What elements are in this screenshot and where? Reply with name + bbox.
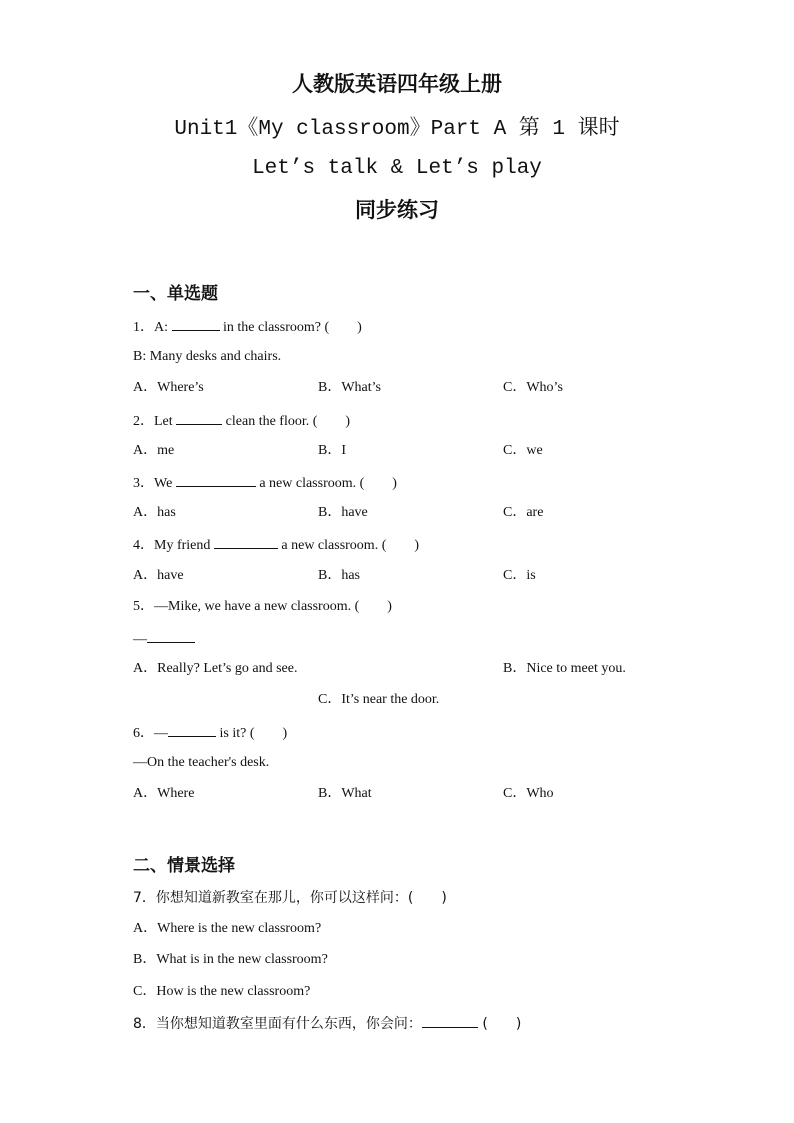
stem-text: in the classroom? ( ) bbox=[219, 320, 362, 335]
unit-title bbox=[0, 111, 794, 141]
section-heading-single-choice: 一、单选题 bbox=[133, 284, 218, 304]
stem-text: 8．当你想知道教室里面有什么东西，你会问： bbox=[133, 1016, 422, 1032]
option-c: C．Who’s bbox=[503, 380, 563, 395]
lesson-title bbox=[0, 153, 794, 180]
answer-blank bbox=[168, 723, 216, 737]
stem-text: is it? ( ) bbox=[216, 726, 288, 741]
option-c: C．we bbox=[503, 443, 543, 458]
question-stem bbox=[133, 1014, 521, 1033]
answer-blank bbox=[176, 411, 222, 425]
option-b: B．What bbox=[318, 786, 372, 801]
answer-blank bbox=[214, 535, 278, 549]
option-c: C．Who bbox=[503, 786, 554, 801]
option-a: A．me bbox=[133, 443, 175, 458]
question-stem bbox=[133, 535, 419, 555]
question-stem: 7．你想知道新教室在那儿，你可以这样问：( ) bbox=[133, 890, 447, 906]
unit-title-text: Unit1《My classroom》Part A 第 1 课时 bbox=[174, 118, 620, 141]
stem-text: 2．Let bbox=[133, 414, 177, 429]
stem-text: 3．We bbox=[133, 476, 176, 491]
document-title: 人教版英语四年级上册 bbox=[292, 71, 502, 96]
option-c: C．It’s near the door. bbox=[318, 692, 440, 707]
question-line: —On the teacher's desk. bbox=[133, 755, 270, 770]
question-stem bbox=[133, 473, 397, 493]
option-a: A．Where bbox=[133, 786, 195, 801]
option-a: A．Where’s bbox=[133, 380, 204, 395]
question-stem: 5．—Mike, we have a new classroom. ( ) bbox=[133, 599, 392, 614]
section-heading-situational-choice: 二、情景选择 bbox=[133, 856, 235, 876]
answer-line bbox=[133, 629, 195, 649]
stem-text: 4．My friend bbox=[133, 538, 214, 553]
question-stem bbox=[133, 317, 362, 337]
option-a: A．Really? Let’s go and see. bbox=[133, 661, 298, 676]
stem-text: clean the floor. ( ) bbox=[222, 414, 351, 429]
option-c: C．is bbox=[503, 568, 536, 583]
question-stem bbox=[133, 411, 350, 431]
dash-text: — bbox=[133, 632, 147, 647]
stem-text: ( ) bbox=[477, 1016, 522, 1032]
lesson-title-text: Let’s talk & Let’s play bbox=[252, 157, 542, 180]
answer-blank bbox=[147, 629, 195, 643]
option-b: B．has bbox=[318, 568, 360, 583]
option-b: B．What is in the new classroom? bbox=[133, 952, 328, 967]
question-stem bbox=[133, 723, 287, 743]
option-b: B．What’s bbox=[318, 380, 381, 395]
exercise-title: 同步练习 bbox=[355, 197, 439, 222]
answer-blank bbox=[172, 317, 220, 331]
answer-blank bbox=[176, 473, 256, 487]
answer-blank bbox=[422, 1014, 478, 1028]
option-c: C．are bbox=[503, 505, 544, 520]
option-b: B．Nice to meet you. bbox=[503, 661, 626, 676]
stem-text: a new classroom. ( ) bbox=[277, 538, 420, 553]
option-b: B．have bbox=[318, 505, 368, 520]
option-a: A．Where is the new classroom? bbox=[133, 921, 322, 936]
stem-text: 6．— bbox=[133, 726, 168, 741]
option-c: C．How is the new classroom? bbox=[133, 984, 311, 999]
option-b: B．I bbox=[318, 443, 346, 458]
option-a: A．has bbox=[133, 505, 176, 520]
stem-text: a new classroom. ( ) bbox=[255, 476, 397, 491]
option-a: A．have bbox=[133, 568, 184, 583]
stem-text: 1．A: bbox=[133, 320, 172, 335]
question-line: B: Many desks and chairs. bbox=[133, 349, 282, 364]
